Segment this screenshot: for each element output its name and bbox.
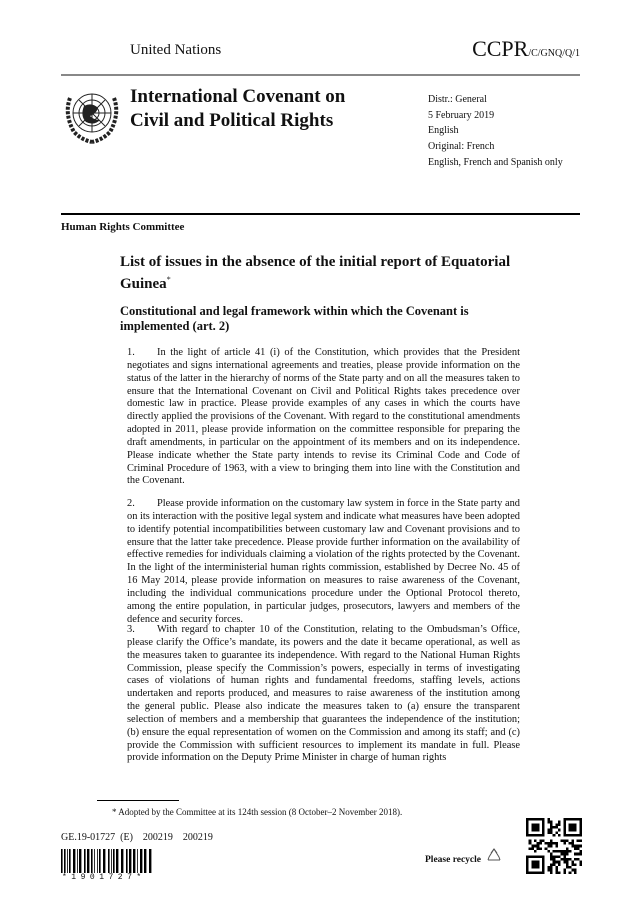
distribution-line: Original: French — [428, 141, 495, 153]
footnote-marker: * — [166, 275, 171, 284]
paragraph-text: Please provide information on the customary law system in force in the State party and on its interaction with the positive legal system and indicate what measures have been adopted to identify potential incompatibilities between customary law and Covenant provisions and to ensure that the latter take precedence. Please provide further information on the availability of effective remedies for individuals claiming a violation of the rights protected by the Covenant. In the light of the interministerial human rights commission, established by Decree No. 45 of 16 May 2014, please provide information on measures to raise awareness of the Covenant, including the individual communications procedure under the Optional Protocol thereto, among the entire population, in particular judges, prosecutors, lawyers and members of the defence and security forces. — [127, 498, 520, 625]
paragraph-number: 1. — [127, 347, 135, 358]
footnote-divider — [97, 800, 179, 801]
distribution-line: English, French and Spanish only — [428, 156, 563, 168]
organization-name: United Nations — [130, 42, 222, 58]
un-emblem-icon — [62, 84, 122, 144]
paragraph-text: In the light of article 41 (i) of the Constitution, which provides that the President negotiates and signs international agreements and treaties, please provide information on the status of the latter in the hierarchy of norms of the State party and on all the measures taken to ensure that the International Covenant on Civil and Political Rights takes precedence over domestic law in practice. Please provide examples of any cases in which the courts have directly applied the provisions of the Covenant. With regard to the constitutional amendments adopted in 2011, please provide information on the committee responsible for preparing the draft amendments, in particular on the appointment of its members and on its independence. Please indicate whether the State party intends to revise its Criminal Code and Code of Criminal Procedure of 1963, with a view to bringing them into line with the Constitution and the Covenant. — [127, 347, 520, 487]
job-number: GE.19-01727 (E) 200219 200219 — [61, 832, 213, 843]
distribution-block — [428, 92, 563, 171]
distribution-line: Distr.: General — [428, 94, 487, 105]
qr-code-icon — [526, 818, 582, 874]
paragraph — [127, 498, 520, 626]
distribution-line: English — [428, 125, 459, 137]
paragraph-text: With regard to chapter 10 of the Constitution, relating to the Ombudsman’s Office, please clarify the Office’s mandate, its powers and the date it became operational, as well as the measures taken to guarantee its independence. With regard to the National Human Rights Commission, please specify the Commission’s powers, especially in terms of investigating cases of violations of human rights and fundamental freedoms, staffing levels, actions undertaken and reports produced, and measures to raise awareness of the institution among the general public. Please also indicate the measures taken to (a) ensure the transparent selection of members and a membership that guarantees the independence of the institution; (b) ensure the equal representation of women on the Commission and among its staff; and (c) provide the Commission with sufficient resources to implement its mandate in full. Please provide information on the Deputy Prime Minister in charge of human rights — [127, 624, 520, 764]
paragraph-number: 2. — [127, 498, 135, 509]
title-line: International Covenant on — [130, 86, 346, 107]
document-heading — [120, 253, 540, 293]
symbol-main: CCPR — [472, 36, 529, 61]
section-subheading: Constitutional and legal framework within which the Covenant is implemented (art. 2) — [120, 304, 469, 333]
barcode-icon — [61, 849, 155, 873]
recycle-label: Please recycle — [425, 855, 481, 865]
paragraph-number: 3. — [127, 624, 135, 635]
paragraph — [127, 624, 520, 765]
barcode-number: *1901727* — [62, 873, 146, 882]
symbol-suffix: /C/GNQ/Q/1 — [528, 48, 580, 59]
section-divider — [61, 213, 580, 215]
heading-text: List of issues in the absence of the initial report of Equatorial Guinea — [120, 254, 511, 292]
recycle-icon — [484, 847, 504, 867]
document-symbol — [472, 36, 580, 62]
footnote: * Adopted by the Committee at its 124th session (8 October–2 November 2018). — [112, 807, 403, 817]
document-date: 5 February 2019 — [428, 109, 495, 121]
title-line: Civil and Political Rights — [130, 110, 334, 131]
header-divider — [61, 74, 580, 76]
paragraph — [127, 347, 520, 488]
document-title — [130, 85, 345, 133]
committee-name: Human Rights Committee — [61, 221, 185, 233]
